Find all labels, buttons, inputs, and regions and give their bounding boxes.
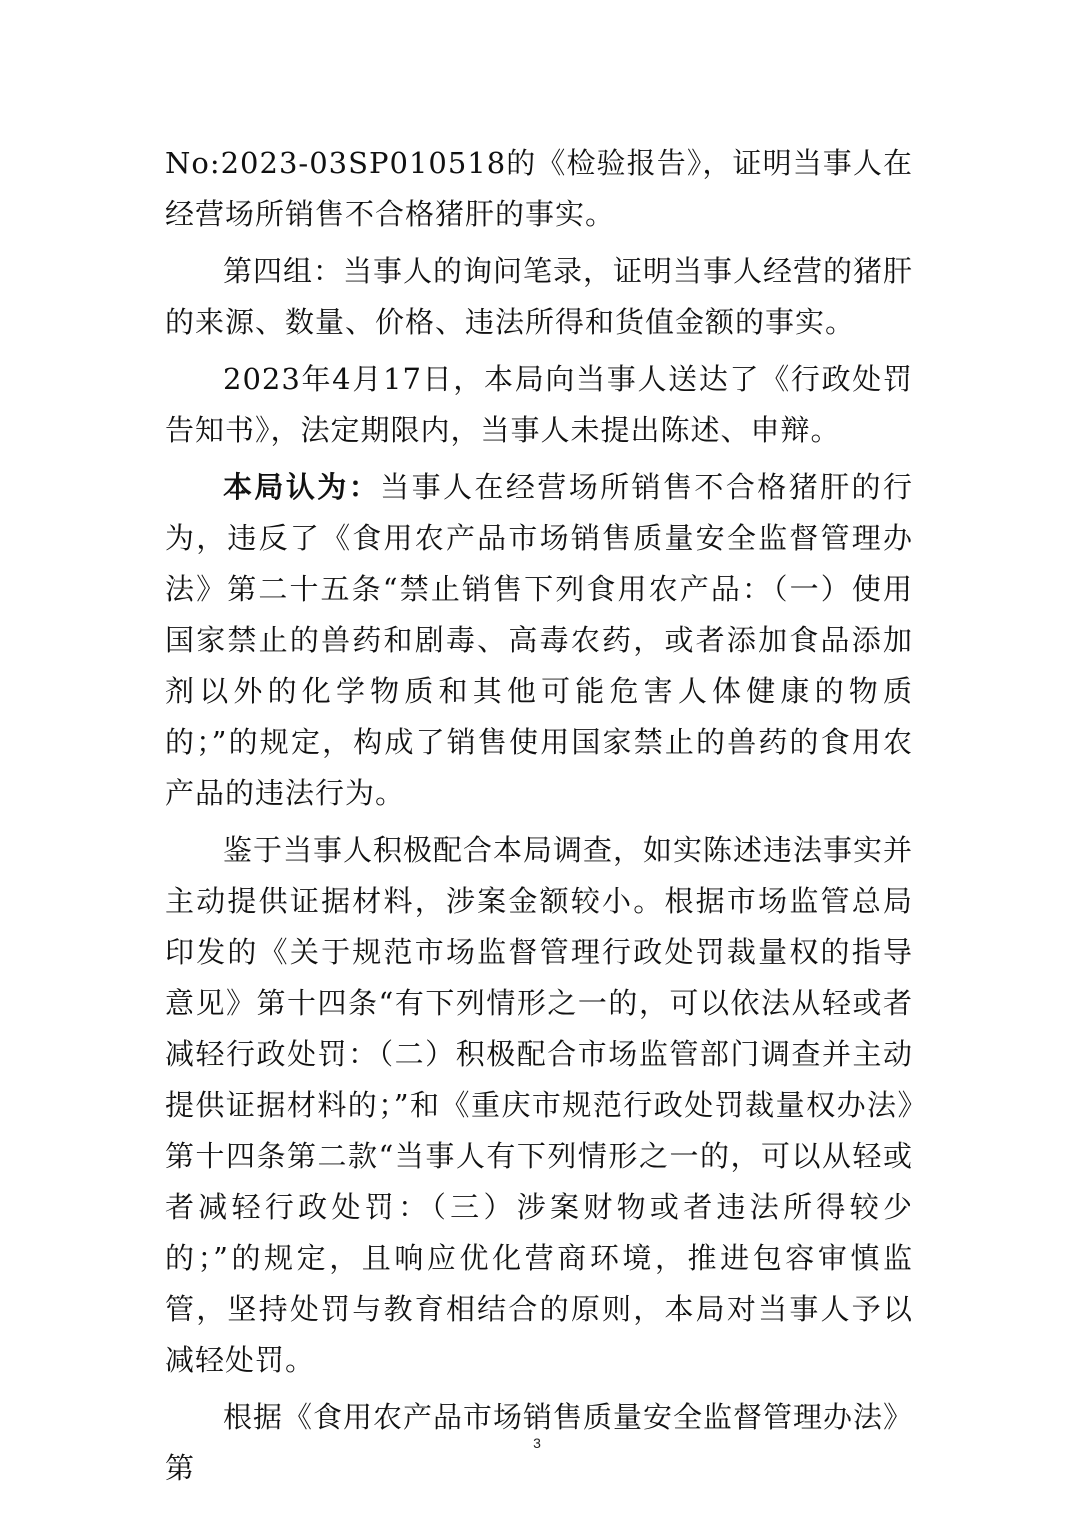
paragraph-notice-delivery (165, 354, 913, 456)
paragraph-text: 鉴于当事人积极配合本局调查，如实陈述违法事实并主动提供证据材料，涉案金额较小。根据市场监管总局印发的《关于规范市场监督管理行政处罚裁量权的指导意见》第十四条“有下列情形之一的，可以依法从轻或者减轻行政处罚：（二）积极配合市场监管部门调查并主动提供证据材料的；”和《重庆市规范行政处罚裁量权办法》第十四条第二款“当事人有下列情形之一的，可以从轻或者减轻行政处罚：（三）涉案财物或者违法所得较少的；”的规定，且响应优化营商环境，推进包容审慎监管，坚持处罚与教育相结合的原则，本局对当事人予以减轻处罚。 (165, 833, 914, 1377)
paragraph-mitigation (165, 825, 913, 1386)
paragraph-lead: 本局认为： (223, 470, 381, 504)
page-number: 3 (533, 1435, 541, 1451)
paragraph-text: 当事人在经营场所销售不合格猪肝的行为，违反了《食用农产品市场销售质量安全监督管理办法》第二十五条“禁止销售下列食用农产品：（一）使用国家禁止的兽药和剧毒、高毒农药，或者添加食品添加剂以外的化学物质和其他可能危害人体健康的物质的；”的规定，构成了销售使用国家禁止的兽药的食用农产品的违法行为。 (165, 470, 913, 810)
paragraph-bureau-opinion (165, 462, 913, 819)
paragraph-text: 根据《食用农产品市场销售质量安全监督管理办法》第 (165, 1400, 914, 1485)
paragraph-text: 第四组：当事人的询问笔录，证明当事人经营的猪肝的来源、数量、价格、违法所得和货值金额的事实。 (165, 254, 914, 339)
document-body (165, 138, 913, 1494)
paragraph-evidence-group-4 (165, 246, 913, 348)
paragraph-text: No:2023-03SP010518的《检验报告》，证明当事人在经营场所销售不合格猪肝的事实。 (165, 146, 913, 231)
paragraph-text: 2023年4月17日，本局向当事人送达了《行政处罚告知书》，法定期限内，当事人未提出陈述、申辩。 (165, 362, 913, 447)
paragraph-evidence-group-3 (165, 138, 913, 240)
